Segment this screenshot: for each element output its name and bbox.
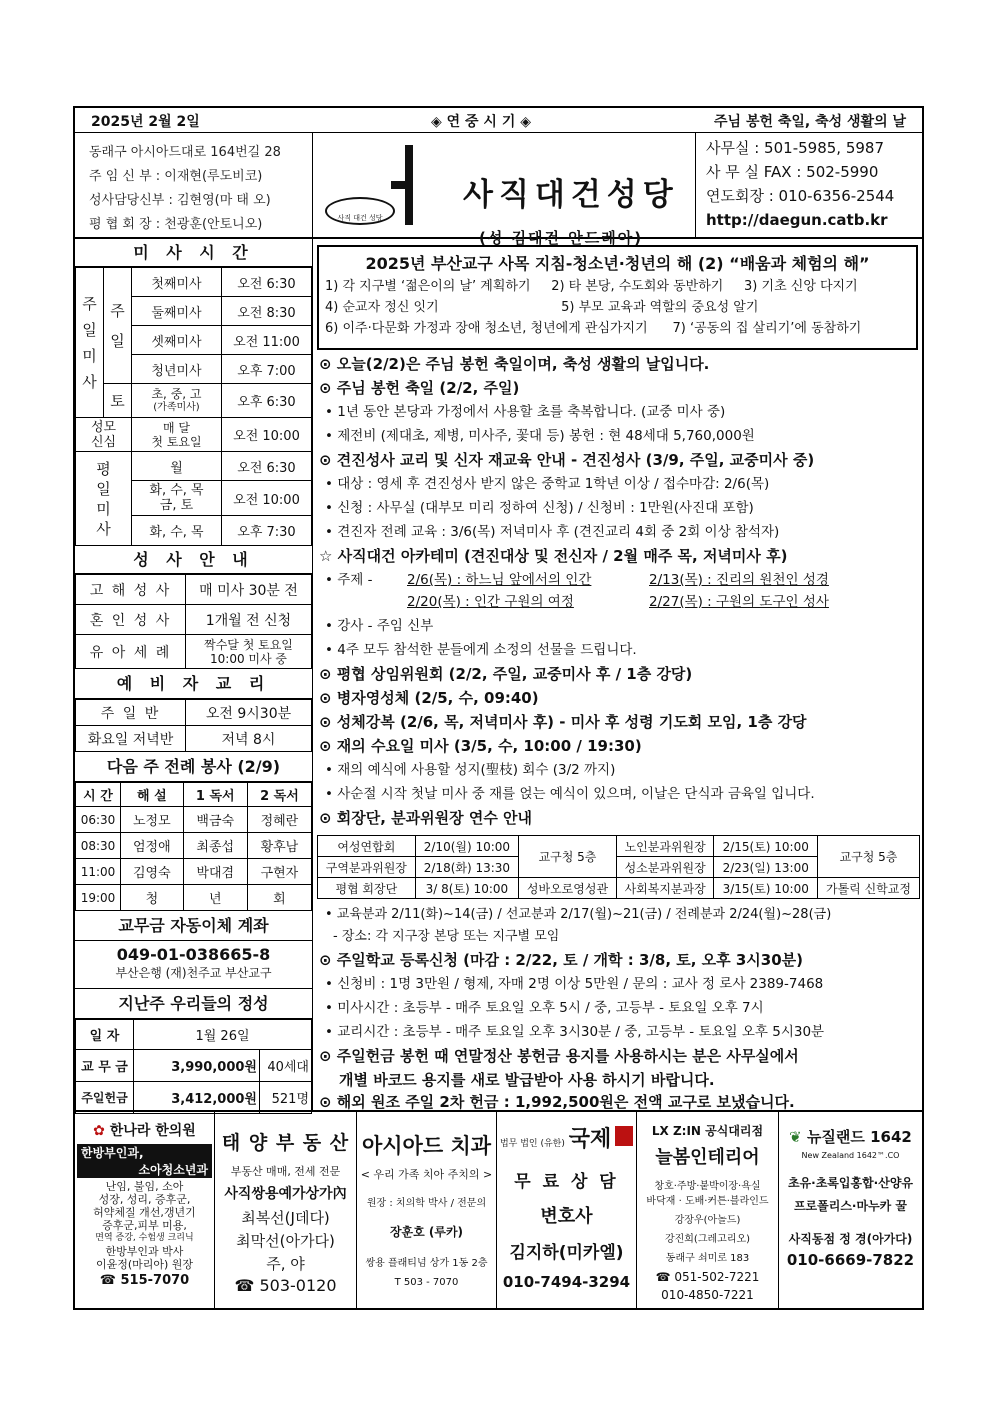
catechism-title: 예 비 자 교 리 [75,669,312,699]
offering-table [75,1019,312,1114]
service-cell: 김영숙 [121,859,184,885]
realty-phone: ☎ 503-0120 [234,1276,337,1295]
interior-brand: LX Z:IN 공식대리점 [651,1124,764,1138]
sacrament-table [75,574,312,669]
law-title [497,1122,636,1153]
leaf-icon: ❦ [789,1128,802,1146]
notice-training: ⊙ 회장단, 분과위원장 연수 안내 [319,809,533,827]
service-cell: 회 [247,885,311,911]
training-cell: 교구청 5층 [817,836,919,878]
offering-amount: 3,412,000원 [134,1082,260,1114]
sacrament-name: 혼 인 성 사 [76,605,186,635]
training-cell: 노인분과위원장 [616,836,714,857]
training-cell: 가톨릭 신학교정 [817,878,919,899]
notice-benediction: ⊙ 성체강복 (2/6, 목, 저녁미사 후) - 미사 후 성령 기도회 모임, 1층 강당 [319,713,807,731]
law-phone: 010-7494-3294 [502,1273,631,1291]
dental-doctor: 장훈호 (루카) [389,1225,464,1239]
sacrament-title: 성 사 안 내 [75,546,312,574]
training-cell: 2/23(일) 13:00 [714,857,818,878]
service-table [75,782,312,911]
notice-palm: • 재의 예식에 사용할 성지(聖枝) 회수 (3/2 까지) [325,762,616,778]
sacrament-value: 1개월 전 신청 [186,605,312,635]
notice-target: • 대상 : 영세 후 견진성사 받지 않은 중학교 1학년 이상 / 접수마감: 2/6(목) [325,476,770,492]
bank-name: 부산은행 (재)천주교 부산교구 [115,966,272,980]
service-cell: 정혜란 [247,807,311,833]
guideline-item: 1) 각 지구별 ‘젊은이의 날’ 계획하기 [325,279,531,294]
sacrament-value: 짝수달 첫 토요일 10:00 미사 중 [186,635,312,669]
mass-name: 초, 중, 고 (가족미사) [132,384,222,418]
guideline-row [325,297,910,318]
mass-time: 오전 10:00 [222,481,312,516]
nz-title: ❦ 뉴질랜드 1642 [789,1128,912,1146]
mass-times-title: 미 사 시 간 [75,239,312,267]
notice-council: ⊙ 평협 상임위원회 (2/2, 주일, 교중미사 후 / 1층 강당) [319,665,693,683]
training-cell: 평협 회장단 [318,878,416,899]
notice-ash-wednesday: ⊙ 재의 수요일 미사 (3/5, 수, 10:00 / 19:30) [319,737,642,755]
service-cell: 19:00 [76,885,121,911]
autopay-title: 교무금 자동이체 계좌 [75,911,312,941]
service-header: 1 독서 [183,783,247,807]
dental-doctor-title: 원장 : 치의학 박사 / 전문의 [366,1198,487,1209]
mass-name: 둘째미사 [132,297,222,326]
sacrament-value: 매 미사 30분 전 [186,575,312,605]
weekday-mass-group: 평 일 미 사 [76,452,132,546]
pastoral-guideline-box [317,245,918,350]
realty-hours: 주, 야 [266,1255,305,1273]
training-cell: 구역분과위원장 [318,857,416,878]
notice-tax-envelope: ⊙ 주일헌금 봉헌 때 연말정산 봉헌금 용지를 사용하시는 분은 사무실에서 [319,1047,799,1065]
mass-name: 월 [132,452,222,481]
academy-topic: 2/6(목) : 하느님 앞에서의 인간 [407,572,592,588]
ad-asiad-dental [357,1112,497,1310]
clinic-doctor: 이윤정(마리아) 원장 [95,1258,194,1271]
nz-phone: 010-6669-7822 [786,1251,915,1269]
nz-store: 사직동점 정 경(아가다) [788,1232,913,1246]
law-title-lawyer: 변호사 [540,1206,593,1227]
notices-column [313,239,922,1110]
guideline-item: 5) 부모 교육과 역할의 중요성 알기 [561,300,759,315]
notice-gift: • 4주 모두 참석한 분들에게 소정의 선물을 드립니다. [325,642,637,658]
offering-amount: 3,990,000원 [134,1050,260,1082]
sunday-group: 주 일 [104,268,132,384]
notice-academy: ☆ 사직대건 아카테미 (견진대상 및 전신자 / 2월 매주 목, 저녁미사 후) [319,547,788,565]
bulletin-date: 2025년 2월 2일 [91,114,200,130]
law-logo-icon [615,1126,633,1146]
offering-date: 1월 26일 [134,1020,312,1050]
ad-gukje-law [497,1112,637,1310]
service-cell: 백금숙 [183,807,247,833]
guideline-title: 2025년 부산교구 사목 지침-청소년·청년의 해 (2) “배움과 체험의 해” [365,254,870,273]
service-cell: 11:00 [76,859,121,885]
clinic-tag: 한방부인과, [77,1144,212,1161]
academy-topic: 2/20(목) : 인간 구원의 여정 [407,594,574,610]
nz-products: 초유·초록입홍합·산양유 [787,1176,914,1190]
mass-time: 오전 11:00 [222,326,312,355]
notice-barcode: 개별 바코드 용지를 새로 발급받아 사용 하시기 바랍니다. [339,1071,715,1089]
law-service: 무 료 상 담 [514,1172,619,1192]
interior-phone: ☎ 051-502-7221 [655,1270,760,1284]
sunday-mass-group: 주 일 미 사 [76,268,104,418]
interior-service: 창호·주방·붙박이장·욕실 [654,1181,761,1192]
service-cell: 년 [183,885,247,911]
ad-hannara-clinic [75,1112,215,1310]
notice-sick-communion: ⊙ 병자영성체 (2/5, 수, 09:40) [319,689,539,707]
training-cell: 여성연합회 [318,836,416,857]
liturgical-season: ◈ 연 중 시 기 ◈ [431,114,531,130]
dental-title: 아시아드 치과 [361,1134,492,1158]
notice-feast: ⊙ 주님 봉헌 축일 (2/2, 주일) [319,379,520,397]
clinic-service: 면역 증강, 수험생 크리닉 [95,1233,194,1243]
bulletin-header [75,108,922,133]
ad-neulbom-interior [637,1112,779,1310]
notice-overseas-aid: ⊙ 해외 원조 주일 2차 헌금 : 1,992,500원은 전액 교구로 보냈습니다. [319,1093,795,1111]
notice-mass-time: • 미사시간 : 초등부 - 매주 토요일 오후 5시 / 중, 고등부 - 토요일 오후 7시 [325,1000,764,1016]
advertisement-area [75,1110,922,1308]
interior-owner: 강장우(아놀드) [674,1215,741,1226]
notice-education: • 견진자 전례 교육 : 3/6(목) 저녁미사 후 (견진교리 4회 중 2회 이상 참석자) [325,524,780,540]
training-cell: 사회복지분과장 [616,878,714,899]
catechism-class: 주 일 반 [76,700,186,726]
clinic-doctor: 한방부인과 박사 [105,1245,184,1258]
clinic-service: 허약체질 개선,갱년기 [93,1206,196,1219]
sacrament-name: 고 해 성 사 [76,575,186,605]
offering-label: 교 무 금 [76,1050,134,1082]
interior-service: 바닥재 · 도배·커튼·블라인드 [646,1196,769,1207]
left-column [75,239,313,1110]
catechism-time: 오전 9시30분 [186,700,312,726]
notice-lent: • 사순절 시작 첫날 미사 중 재를 얹는 예식이 있으며, 이날은 단식과 금육일 입니다. [325,786,815,802]
interior-address: 동래구 쇠미로 183 [665,1253,750,1264]
clinic-service: 증후군,피부 미용, [102,1219,187,1232]
training-table [317,835,920,899]
office-phone: 사무실 : 501-5985, 5987 [706,139,884,157]
training-cell: 성소분과위원장 [616,857,714,878]
service-cell: 06:30 [76,807,121,833]
service-header: 해 설 [121,783,184,807]
mass-time: 오후 7:00 [222,355,312,384]
service-cell: 청 [121,885,184,911]
realty-title: 태 양 부 동 산 [221,1132,350,1154]
law-lawyer: 김지하(미카엘) [509,1243,624,1263]
website-link[interactable]: http://daegun.catb.kr [706,211,888,229]
mass-time: 오전 10:00 [222,418,312,452]
realty-service: 부동산 매매, 전세 전문 [230,1165,341,1178]
guideline-row [325,276,910,297]
clinic-tag: 소아청소년과 [77,1161,212,1178]
realty-agent: 최복선(J데다) [241,1209,330,1227]
mass-time: 오후 6:30 [222,384,312,418]
notice-candle: • 1년 동안 본당과 가정에서 사용할 초를 축복합니다. (교중 미사 중) [325,404,726,420]
notice-lecturer: • 강사 - 주임 신부 [325,618,434,634]
training-cell: 성바오로영성관 [519,878,617,899]
nz-products: 프로폴리스·마누카 꿀 [793,1199,908,1213]
mass-name: 청년미사 [132,355,222,384]
service-title: 다음 주 전례 봉사 (2/9) [75,752,312,782]
autopay-info [75,941,312,989]
notice-class-time: • 교리시간 : 초등부 - 매주 토요일 오후 3시30분 / 중, 고등부 - 토요일 오후 5시30분 [325,1024,825,1040]
interior-owner: 강진희(그레고리오) [664,1234,751,1245]
saturday-group: 토 [104,384,132,418]
realty-location: 사직쌍용예가상가內 [224,1186,347,1202]
guideline-item: 3) 기초 신앙 다지기 [744,279,858,294]
notice-fee: • 신청비 : 1명 3만원 / 형제, 자매 2명 이상 5만원 / 문의 : 교사 정 로사 2389-7468 [325,976,824,992]
notice-venue: - 장소: 각 지구장 본당 또는 지구별 모임 [333,929,560,944]
training-cell: 3/ 8(토) 10:00 [415,878,519,899]
guideline-item: 6) 이주·다문화 가정과 장애 청소년, 청년에게 관심가지기 [325,321,648,336]
service-cell: 구현자 [247,859,311,885]
notice-sunday-school: ⊙ 주일학교 등록신청 (마감 : 2/22, 토 / 개학 : 3/8, 토, 오후 3시30분) [319,951,804,969]
yeondo-phone: 연도회장 : 010-6356-2544 [706,187,895,205]
service-cell: 엄정애 [121,833,184,859]
clinic-service: 성장, 성리, 증후군, [98,1193,191,1206]
notice-confirmation: ⊙ 견진성사 교리 및 신자 재교육 안내 - 견진성사 (3/9, 주일, 교중미사 중) [319,451,815,469]
flower-icon: ✿ [93,1123,105,1139]
dental-address: 쌍용 플래티넘 상가 1동 2층 [365,1258,488,1269]
service-cell: 노정모 [121,807,184,833]
council-president: 평 협 회 장 : 천광훈(안토니오) [89,217,263,232]
offering-count: 40세대 [260,1050,312,1082]
offering-title: 지난주 우리들의 정성 [75,989,312,1019]
training-cell: 2/18(화) 13:30 [415,857,519,878]
mass-time: 오후 7:30 [222,516,312,546]
mass-name: 첫째미사 [132,268,222,297]
notice-today: ⊙ 오늘(2/2)은 주님 봉헌 축일이며, 축성 생활의 날입니다. [319,355,710,373]
mass-name: 셋째미사 [132,326,222,355]
sacrament-name: 유 아 세 례 [76,635,186,669]
feast-name: 주님 봉헌 축일, 축성 생활의 날 [714,114,906,130]
catechism-table [75,699,312,752]
clergy-list [75,133,313,237]
guideline-item: 7) ‘공동의 집 살리기’에 동참하기 [672,321,862,336]
mass-name: 화, 수, 목 [132,516,222,546]
clinic-service: 난임, 불임, 소아 [105,1180,184,1193]
church-name: 사직대건성당 [463,177,679,213]
catechism-class: 화요일 저녁반 [76,726,186,752]
interior-title: 늘봄인테리어 [655,1147,760,1168]
address: 동래구 아시아드대로 164번길 28 [89,145,281,160]
service-cell: 박대겸 [183,859,247,885]
pastor: 주 임 신 부 : 이재현(루도비코) [89,169,263,184]
law-name: 국제 [568,1127,612,1152]
mass-times-table [75,267,312,546]
logo-text: 사직 대건 성당 [325,197,395,225]
guideline-item: 4) 순교자 정신 잇기 [325,300,439,315]
interior-phone: 010-4850-7221 [661,1288,754,1302]
service-header: 2 독서 [247,783,311,807]
training-cell: 2/15(토) 10:00 [714,836,818,857]
guideline-item: 2) 타 본당, 수도회와 동반하기 [551,279,724,294]
dental-phone: T 503 - 7070 [394,1277,459,1288]
marian-group: 성모 신심 [76,418,132,452]
dental-slogan: < 우리 가족 치아 주치의 > [360,1168,493,1181]
mass-time: 오전 6:30 [222,268,312,297]
realty-agent: 최막선(아가다) [236,1232,335,1250]
training-cell: 교구청 5층 [519,836,617,878]
notice-dept-training: • 교육분과 2/11(화)~14(금) / 선교분과 2/17(월)~21(금) / 전례분과 2/24(월)~28(금) [325,907,832,922]
clinic-title: ✿ 한나라 한의원 [93,1123,196,1139]
notice-apply: • 신청 : 사무실 (대부모 미리 정하여 신청) / 신청비 : 1만원(사진대 포함) [325,500,754,516]
mass-name: 화, 수, 목 금, 토 [132,481,222,516]
mass-name: 매 달 첫 토요일 [132,418,222,452]
clinic-phone: ☎ 515-7070 [99,1273,190,1288]
offering-label: 주일헌금 [76,1082,134,1114]
guideline-row [325,318,910,339]
church-info [75,133,922,247]
nz-subtitle: New Zealand 1642™.CO [801,1151,900,1160]
training-cell: 3/15(토) 10:00 [714,878,818,899]
service-cell: 08:30 [76,833,121,859]
academy-topic: 2/27(목) : 구원의 도구인 성사 [649,594,829,610]
catechism-time: 저녁 8시 [186,726,312,752]
contact-info [695,133,922,237]
church-patron: (성 김대건 안드레아) [479,229,644,247]
offering-label: 일 자 [76,1020,134,1050]
bulletin-frame [73,106,924,1310]
mass-time: 오전 6:30 [222,452,312,481]
training-cell: 2/10(월) 10:00 [415,836,519,857]
academy-topic: 2/13(목) : 진리의 원천인 성경 [649,572,829,588]
service-cell: 황후남 [247,833,311,859]
notice-topic-label: • 주제 - [325,572,373,588]
office-fax: 사 무 실 FAX : 502-5990 [706,163,879,181]
assistant-priest: 성사담당신부 : 김현영(마 태 오) [89,193,271,208]
law-prefix: 법무 법인 (유한) [499,1139,565,1149]
service-cell: 최종섭 [183,833,247,859]
ad-taeyang-realty [215,1112,357,1310]
service-header: 시 간 [76,783,121,807]
ad-newzealand-1642 [779,1112,922,1310]
church-logo [325,145,413,227]
offering-count: 521명 [260,1082,312,1114]
bank-account: 049-01-038665-8 [116,945,271,964]
mass-time: 오전 8:30 [222,297,312,326]
notice-offering: • 제전비 (제대초, 제병, 미사주, 꽃대 등) 봉헌 : 현 48세대 5,760,000원 [325,428,755,444]
